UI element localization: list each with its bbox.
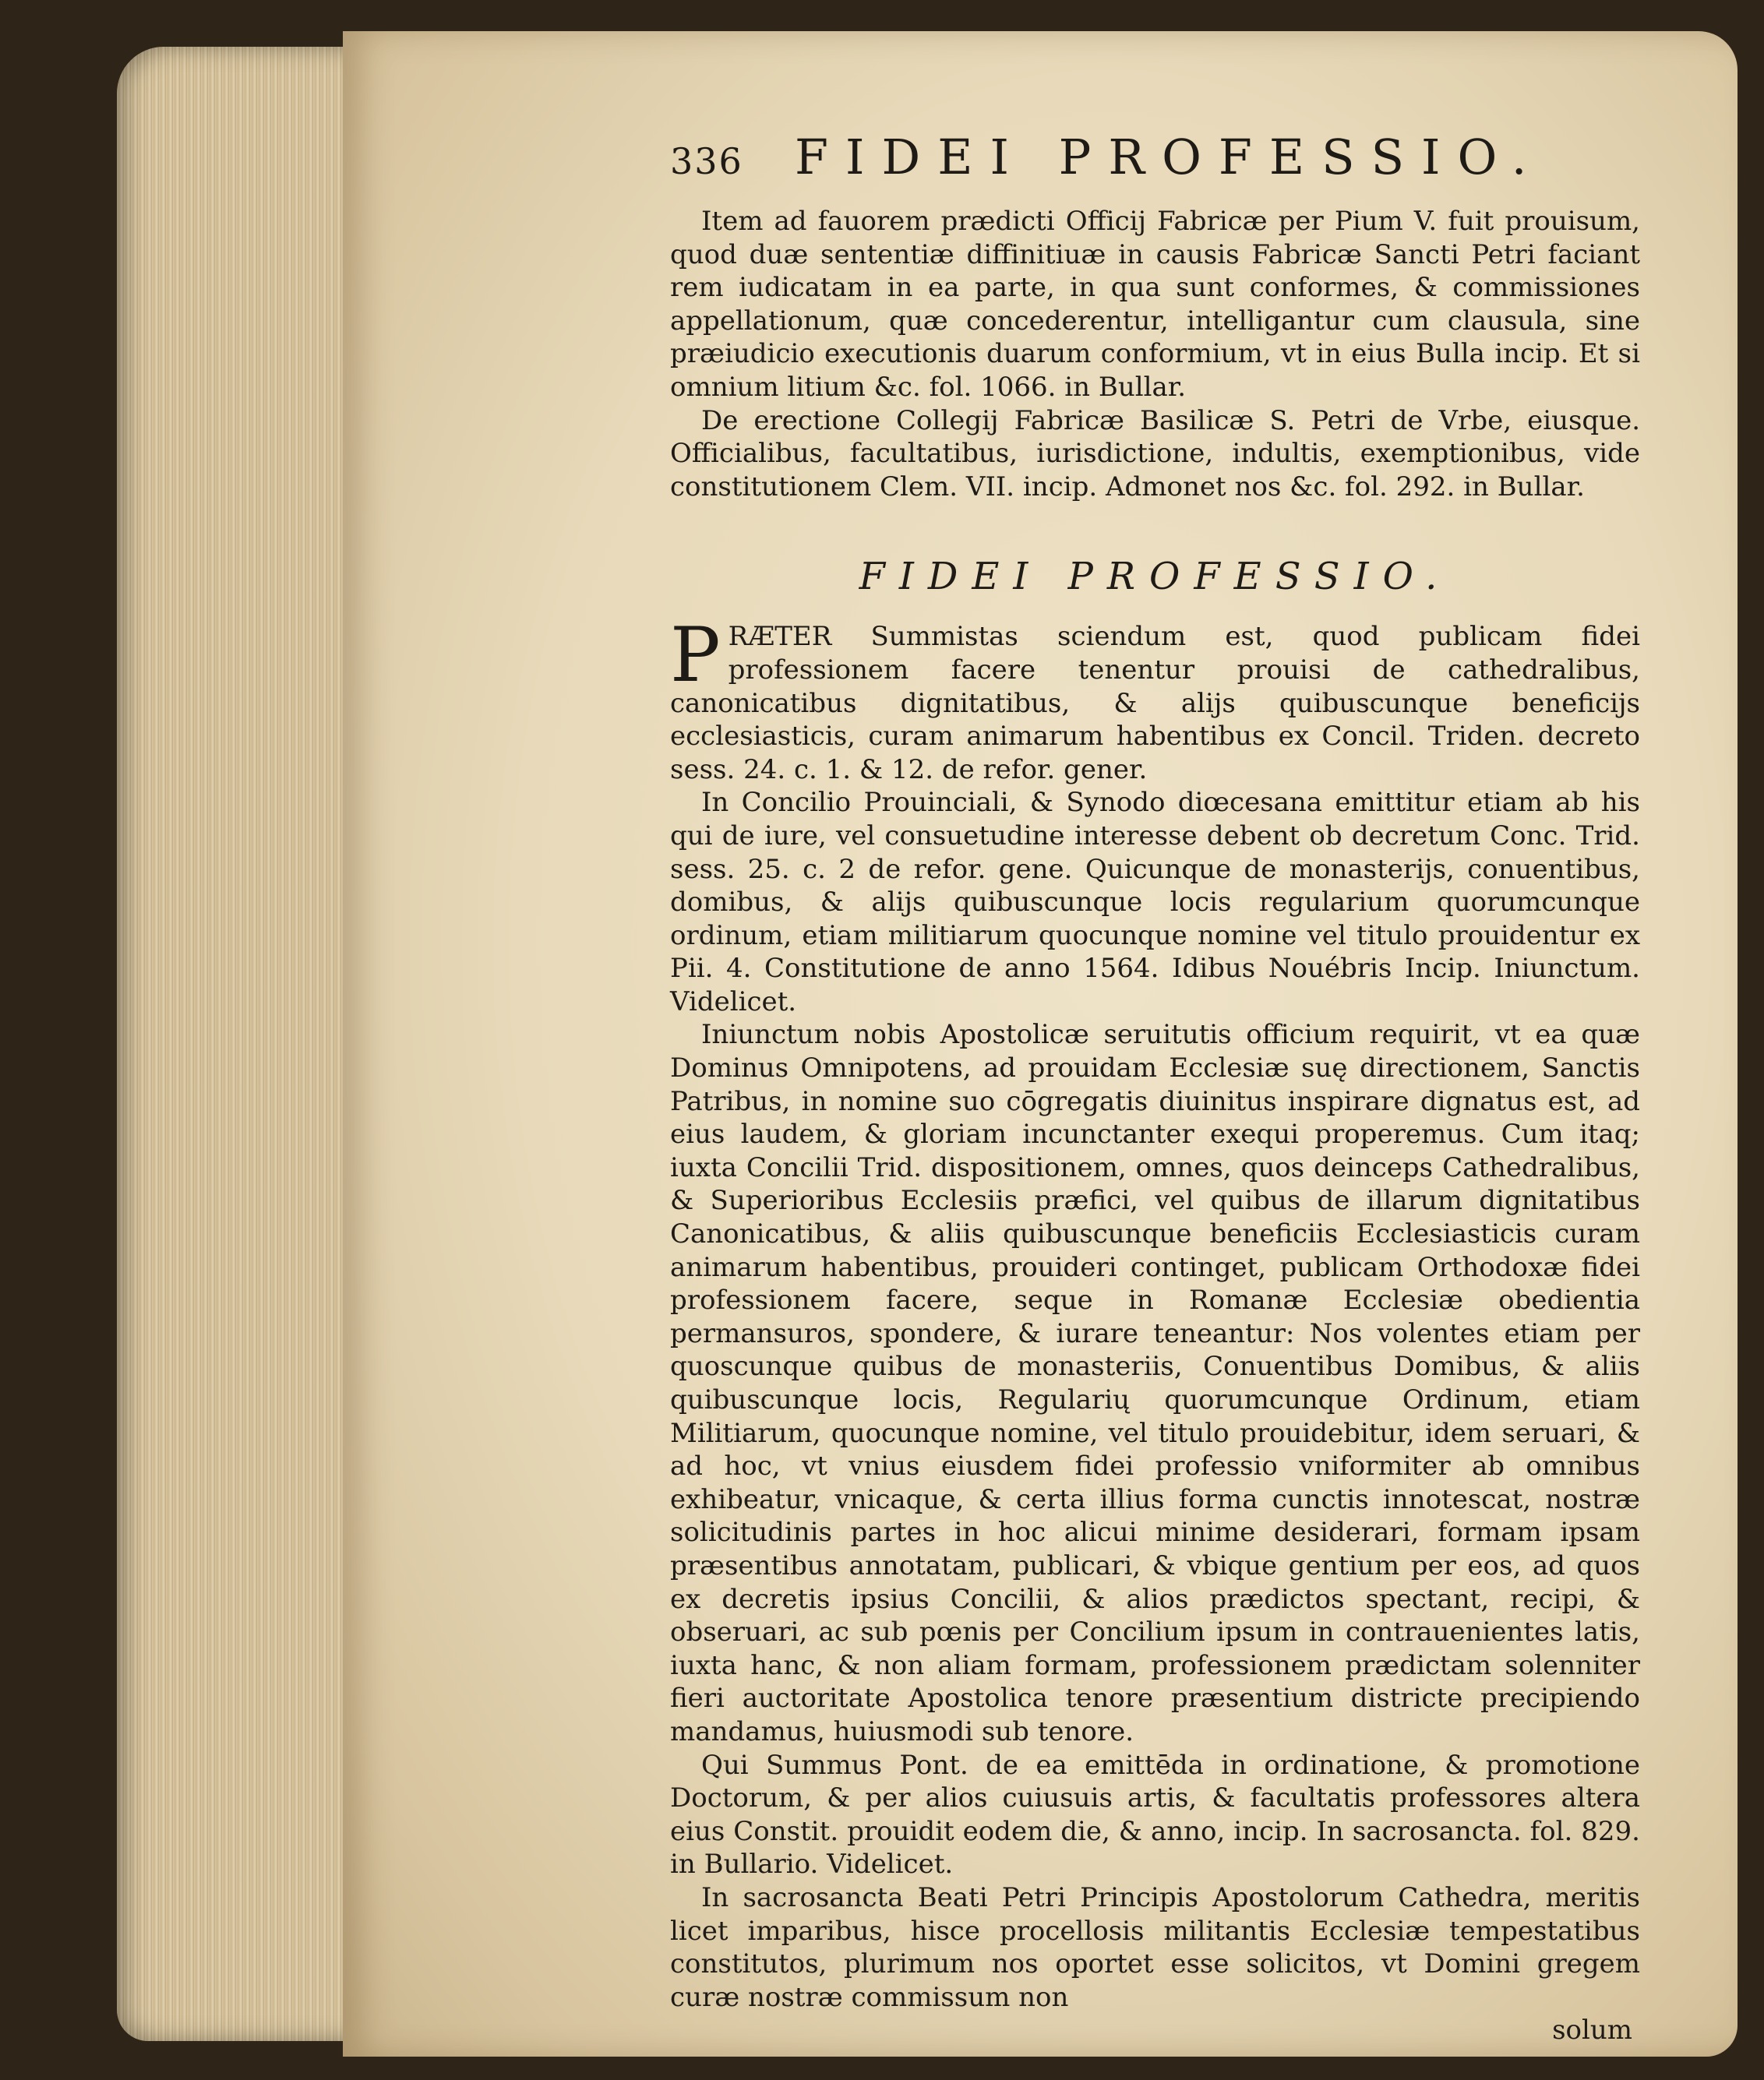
paragraph-sacrosancta: In sacrosancta Beati Petri Principis Apostolorum Cathedra, meritis licet imparibus, hisce procellosis militantis Ecclesiæ tempestatibus constitutos, plurimum nos oportet esse solicitos, vt Domini gregem curæ nostræ commissum non — [670, 1881, 1640, 2013]
running-head: FIDEI PROFESSIO. — [795, 129, 1544, 185]
paragraph-concilio: In Concilio Prouinciali, & Synodo diœcesana emittitur etiam ab his qui de iure, vel consuetudine interesse debent ob decretum Conc. Trid. sess. 25. c. 2 de refor. gene. Quicunque de monasterijs, conuentibus, domibus, & alijs quibuscunque locis regularium quorumcunque ordinum, etiam militiarum quocunque nomine vel titulo prouidentur ex Pii. 4. Constitutione de anno 1564. Idibus Nouébris Incip. Iniunctum. Videlicet. — [670, 787, 1640, 1017]
page-number: 336 — [670, 140, 743, 182]
paragraph-summus-pont: Qui Summus Pont. de ea emittēda in ordinatione, & promotione Doctorum, & per alios cuiusuis artis, & facultatis professores altera eius Constit. prouidit eodem die, & anno, incip. In sacrosancta. fol. 829. in Bullario. Videlicet. — [670, 1749, 1640, 1881]
paragraph-praeter — [670, 612, 1640, 786]
page-header — [670, 129, 1640, 199]
paragraph-iniunctum: Iniunctum nobis Apostolicæ seruitutis officium requirit, vt ea quæ Dominus Omnipotens, ad prouidam Ecclesiæ suę directionem, Sanctis Patribus, in nomine suo cōgregatis diuinitus inspirare dignatus est, ad eius laudem, & gloriam incunctanter exequi properemus. Cum itaq; iuxta Concilii Trid. dispositionem, omnes, quos deinceps Cathedralibus, & Superioribus Ecclesiis præfici, vel quibus de illarum dignitatibus Canonicatibus, & aliis quibuscunque beneficiis Ecclesiasticis curam animarum habentibus, prouideri continget, publicam Orthodoxæ fidei professionem facere, seque in Romanæ Ecclesiæ obedientia permansuros, spondere, & iurare teneantur: Nos volentes etiam per quoscunque quibus de monasteriis, Conuentibus Domibus, & aliis quibuscunque locis, Regularių quorumcunque Ordinum, etiam Militiarum, quocunque nomine, vel titulo prouidebitur, idem seruari, & ad hoc, vt vnius eiusdem fidei professio vniformiter ab omnibus exhibeatur, vnicaque, & certa illius forma cunctis innotescat, nostræ solicitudinis partes in hoc alicui minime desiderari, formam ipsam præsentibus annotatam, publicari, & vbique gentium per eos, ad quos ex decretis ipsius Concilii, & alios prædictos spectant, recipi, & obseruari, ac sub pœnis per Concilium ipsum in contrauenientes latis, iuxta hanc, & non aliam formam, professionem prædictam solenniter fieri auctoritate Apostolica tenore præsentium districte precipiendo mandamus, huiusmodi sub tenore. — [670, 1019, 1640, 1747]
drop-cap: P — [670, 612, 721, 700]
section-title: FIDEI PROFESSIO. — [859, 555, 1452, 599]
catchword: solum — [1552, 2015, 1632, 2047]
page-edges — [117, 47, 366, 2041]
paragraph-fabrica-2: De erectione Collegij Fabricæ Basilicæ S. Petri de Vrbe, eiusque. Officialibus, facultatibus, iurisdictione, indultis, exemptionibus, vide constitutionem Clem. VII. incip. Admonet nos &c. fol. 292. in Bullar. — [670, 404, 1640, 502]
paragraph-praeter-text: RÆTER Summistas sciendum est, quod publicam fidei professionem facere tenentur prouisi de cathedralibus, canonicatibus dignitatibus, & alijs quibuscunque beneficijs ecclesiasticis, curam animarum habentibus ex Concil. Triden. decreto sess. 24. c. 1. & 12. de refor. gener. — [670, 621, 1640, 785]
paragraph-fabrica-1: Item ad fauorem prædicti Officij Fabricæ per Pium V. fuit prouisum, quod duæ sententiæ diffinitiuæ in causis Fabricæ Sancti Petri faciant rem iudicatam in ea parte, in qua sunt conformes, & commissiones appellationum, quæ concederentur, intelligantur cum clausula, sine præiudicio executionis duarum conformium, vt in eius Bulla incip. Et si omnium litium &c. fol. 1066. in Bullar. — [670, 206, 1640, 403]
page-text-block — [670, 129, 1640, 2047]
